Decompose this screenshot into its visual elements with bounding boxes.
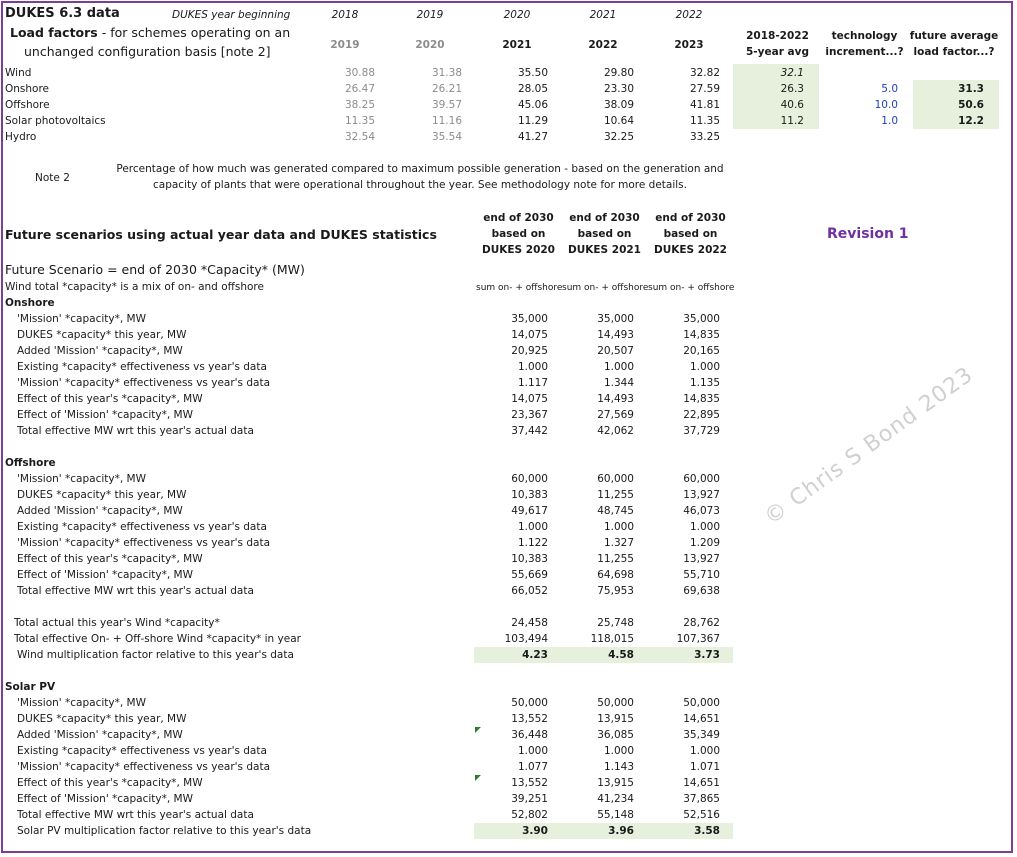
solar-value-cell: 52,516: [683, 809, 720, 821]
future-header-line2: load factor...?: [913, 46, 995, 58]
offshore-row-label: 'Mission' *capacity* effectiveness vs year's data: [17, 537, 271, 549]
onshore-value-cell: 37,442: [511, 425, 548, 437]
offshore-value-cell: 49,617: [511, 505, 548, 517]
solar-row-label: Effect of this year's *capacity*, MW: [17, 777, 203, 789]
solar-value-cell: 36,085: [597, 729, 634, 741]
load-factor-cell: 27.59: [689, 83, 720, 95]
load-factor-row-label: Wind: [5, 67, 32, 79]
year-top-2022: 2022: [675, 9, 703, 21]
solar-value-cell: 3.90: [522, 825, 548, 837]
onshore-value-cell: 27,569: [597, 409, 634, 421]
solar-value-cell: 1.000: [517, 745, 548, 757]
onshore-value-cell: 35,000: [597, 313, 634, 325]
scenario-line: Future Scenario = end of 2030 *Capacity* (MW): [5, 262, 305, 277]
offshore-value-cell: 55,669: [511, 569, 548, 581]
year-bottom-2022: 2022: [588, 39, 618, 51]
solar-value-cell: 39,251: [511, 793, 548, 805]
load-factor-cell: 32.54: [344, 131, 375, 143]
avg-cell: 26.3: [780, 83, 804, 95]
onshore-row-label: 'Mission' *capacity*, MW: [17, 313, 146, 325]
load-factor-cell: 38.25: [344, 99, 375, 111]
wind-total-value-cell: 103,494: [504, 633, 548, 645]
load-factor-cell: 26.47: [344, 83, 375, 95]
wind-total-value-cell: 107,367: [676, 633, 720, 645]
note2-text-line1: Percentage of how much was generated compared to maximum possible generation - based on the generation and: [116, 163, 724, 175]
avg-cell: 11.2: [780, 115, 804, 127]
increment-cell: 10.0: [874, 99, 898, 111]
load-factor-cell: 41.27: [517, 131, 548, 143]
offshore-row-label: Existing *capacity* effectiveness vs year's data: [17, 521, 267, 533]
year-bottom-2019: 2019: [330, 39, 360, 51]
onshore-row-label: Effect of this year's *capacity*, MW: [17, 393, 203, 405]
onshore-value-cell: 14,493: [597, 393, 634, 405]
solar-value-cell: 14,651: [683, 713, 720, 725]
year-top-2019: 2019: [416, 9, 444, 21]
solar-value-cell: 55,148: [597, 809, 634, 821]
solar-value-cell: 1.000: [689, 745, 720, 757]
solar-value-cell: 3.58: [694, 825, 720, 837]
load-factor-cell: 26.21: [431, 83, 462, 95]
load-factor-cell: 23.30: [603, 83, 634, 95]
onshore-value-cell: 20,507: [597, 345, 634, 357]
onshore-value-cell: 14,075: [511, 393, 548, 405]
onshore-value-cell: 35,000: [511, 313, 548, 325]
tech-header-line1: technology: [831, 30, 898, 42]
solar-row-label: Effect of 'Mission' *capacity*, MW: [17, 793, 193, 805]
avg-cell: 40.6: [780, 99, 804, 111]
onshore-row-label: DUKES *capacity* this year, MW: [17, 329, 187, 341]
year-top-2018: 2018: [331, 9, 359, 21]
solar-row-label: Existing *capacity* effectiveness vs year's data: [17, 745, 267, 757]
solar-value-cell: 35,349: [683, 729, 720, 741]
onshore-value-cell: 1.344: [603, 377, 634, 389]
col2-header-line3: DUKES 2021: [568, 244, 641, 256]
wind-total-row-label: Total effective On- + Off-shore Wind *capacity* in year: [14, 633, 301, 645]
offshore-value-cell: 1.122: [517, 537, 548, 549]
solar-value-cell: 50,000: [597, 697, 634, 709]
load-factor-cell: 30.88: [344, 67, 375, 79]
revision-label: Revision 1: [827, 226, 909, 242]
year-top-2020: 2020: [503, 9, 531, 21]
note2-text-line2: capacity of plants that were operational throughout the year. See methodology note for more details.: [153, 179, 687, 191]
offshore-value-cell: 60,000: [511, 473, 548, 485]
offshore-value-cell: 64,698: [597, 569, 634, 581]
offshore-value-cell: 1.327: [603, 537, 634, 549]
load-factor-cell: 35.50: [517, 67, 548, 79]
avg-header-line1: 2018-2022: [746, 30, 809, 42]
future-cell: [924, 129, 984, 145]
load-factor-row-label: Hydro: [5, 131, 37, 143]
solar-row-label: DUKES *capacity* this year, MW: [17, 713, 187, 725]
wind-total-line: Wind total *capacity* is a mix of on- and offshore: [5, 281, 264, 293]
solar-value-cell: 1.143: [603, 761, 634, 773]
copyright-watermark: © Chris S Bond 2023: [760, 362, 979, 531]
load-factor-cell: 33.25: [689, 131, 720, 143]
offshore-value-cell: 69,638: [683, 585, 720, 597]
onshore-value-cell: 23,367: [511, 409, 548, 421]
avg-cell: 32.1: [780, 67, 804, 79]
wind-total-row-label: Total actual this year's Wind *capacity*: [14, 617, 220, 629]
solar-value-cell: 1.071: [689, 761, 720, 773]
load-factor-cell: 32.82: [689, 67, 720, 79]
future-cell: 50.6: [958, 99, 984, 111]
wind-total-row-label: Wind multiplication factor relative to this year's data: [17, 649, 294, 661]
comment-marker: [475, 727, 481, 733]
load-factor-row-label: Onshore: [5, 83, 50, 95]
scenarios-title: Future scenarios using actual year data and DUKES statistics: [5, 227, 437, 242]
onshore-value-cell: 20,165: [683, 345, 720, 357]
offshore-heading: Offshore: [5, 457, 56, 469]
solar-value-cell: 13,552: [511, 777, 548, 789]
load-factor-row-label: Offshore: [5, 99, 50, 111]
wind-total-value-cell: 118,015: [590, 633, 634, 645]
offshore-value-cell: 66,052: [511, 585, 548, 597]
wind-total-value-cell: 28,762: [683, 617, 720, 629]
year-label: DUKES year beginning: [172, 9, 291, 21]
offshore-value-cell: 60,000: [597, 473, 634, 485]
sum-label-1: sum on- + offshore: [476, 283, 563, 293]
increment-cell: [838, 129, 898, 145]
avg-header-line2: 5-year avg: [746, 46, 809, 58]
load-factors-heading: Load factors - for schemes operating on an: [10, 25, 291, 40]
sum-label-2: sum on- + offshore: [562, 283, 649, 293]
increment-cell: 5.0: [881, 83, 898, 95]
onshore-row-label: 'Mission' *capacity* effectiveness vs year's data: [17, 377, 271, 389]
offshore-row-label: Added 'Mission' *capacity*, MW: [17, 505, 183, 517]
load-factor-cell: 29.80: [603, 67, 634, 79]
future-cell: [924, 65, 984, 81]
tech-header-line2: increment...?: [825, 46, 904, 58]
onshore-value-cell: 1.000: [517, 361, 548, 373]
col1-header-line1: end of 2030: [483, 212, 554, 224]
solar-value-cell: 50,000: [683, 697, 720, 709]
solar-value-cell: 3.96: [608, 825, 634, 837]
increment-cell: [838, 65, 898, 81]
solar-value-cell: 37,865: [683, 793, 720, 805]
offshore-value-cell: 10,383: [511, 489, 548, 501]
solar-row-label: Solar PV multiplication factor relative to this year's data: [17, 825, 312, 837]
onshore-value-cell: 14,835: [683, 393, 720, 405]
solar-value-cell: 52,802: [511, 809, 548, 821]
solar-value-cell: 41,234: [597, 793, 634, 805]
increment-cell: 1.0: [881, 115, 898, 127]
col2-header-line2: based on: [577, 228, 632, 240]
load-factor-cell: 10.64: [603, 115, 634, 127]
offshore-value-cell: 1.000: [517, 521, 548, 533]
offshore-value-cell: 75,953: [597, 585, 634, 597]
year-bottom-2023: 2023: [674, 39, 704, 51]
solar-row-label: 'Mission' *capacity*, MW: [17, 697, 146, 709]
onshore-value-cell: 1.135: [689, 377, 720, 389]
load-factor-cell: 28.05: [517, 83, 548, 95]
onshore-row-label: Existing *capacity* effectiveness vs year's data: [17, 361, 267, 373]
sheet-title: DUKES 6.3 data: [5, 6, 120, 21]
col3-header-line2: based on: [663, 228, 718, 240]
offshore-value-cell: 13,927: [683, 489, 720, 501]
col3-header-line1: end of 2030: [655, 212, 726, 224]
col3-header-line3: DUKES 2022: [654, 244, 727, 256]
solar-value-cell: 36,448: [511, 729, 548, 741]
onshore-row-label: Added 'Mission' *capacity*, MW: [17, 345, 183, 357]
year-bottom-2021: 2021: [502, 39, 532, 51]
load-factor-cell: 45.06: [517, 99, 548, 111]
col1-header-line3: DUKES 2020: [482, 244, 555, 256]
load-factor-row-label: Solar photovoltaics: [5, 115, 106, 127]
load-factor-cell: 11.29: [517, 115, 548, 127]
solar-value-cell: 1.000: [603, 745, 634, 757]
future-header-line1: future average: [909, 30, 999, 42]
onshore-row-label: Effect of 'Mission' *capacity*, MW: [17, 409, 193, 421]
onshore-value-cell: 14,835: [683, 329, 720, 341]
note2-label: Note 2: [35, 172, 70, 184]
offshore-row-label: Effect of this year's *capacity*, MW: [17, 553, 203, 565]
offshore-value-cell: 1.209: [689, 537, 720, 549]
load-factor-cell: 38.09: [603, 99, 634, 111]
offshore-value-cell: 60,000: [683, 473, 720, 485]
solar-value-cell: 14,651: [683, 777, 720, 789]
solar-value-cell: 13,552: [511, 713, 548, 725]
offshore-value-cell: 46,073: [683, 505, 720, 517]
load-factor-cell: 32.25: [603, 131, 634, 143]
onshore-value-cell: 37,729: [683, 425, 720, 437]
offshore-value-cell: 11,255: [597, 489, 634, 501]
load-factor-cell: 39.57: [431, 99, 462, 111]
solar-heading: Solar PV: [5, 681, 56, 693]
col2-header-line1: end of 2030: [569, 212, 640, 224]
wind-total-value-cell: 25,748: [597, 617, 634, 629]
onshore-value-cell: 1.117: [517, 377, 548, 389]
offshore-value-cell: 13,927: [683, 553, 720, 565]
solar-value-cell: 50,000: [511, 697, 548, 709]
wind-total-value-cell: 24,458: [511, 617, 548, 629]
onshore-value-cell: 35,000: [683, 313, 720, 325]
onshore-value-cell: 14,075: [511, 329, 548, 341]
onshore-value-cell: 42,062: [597, 425, 634, 437]
onshore-value-cell: 20,925: [511, 345, 548, 357]
sum-label-3: sum on- + offshore: [648, 283, 735, 293]
onshore-row-label: Total effective MW wrt this year's actual data: [17, 425, 254, 437]
offshore-row-label: DUKES *capacity* this year, MW: [17, 489, 187, 501]
offshore-value-cell: 55,710: [683, 569, 720, 581]
offshore-value-cell: 48,745: [597, 505, 634, 517]
comment-marker: [475, 775, 481, 781]
load-factor-cell: 11.35: [344, 115, 375, 127]
load-factor-cell: 31.38: [431, 67, 462, 79]
offshore-value-cell: 1.000: [603, 521, 634, 533]
offshore-row-label: Effect of 'Mission' *capacity*, MW: [17, 569, 193, 581]
load-factor-cell: 11.16: [431, 115, 462, 127]
load-factor-cell: 41.81: [689, 99, 720, 111]
onshore-value-cell: 22,895: [683, 409, 720, 421]
future-cell: 31.3: [958, 83, 984, 95]
offshore-value-cell: 10,383: [511, 553, 548, 565]
year-bottom-2020: 2020: [415, 39, 445, 51]
onshore-value-cell: 14,493: [597, 329, 634, 341]
offshore-value-cell: 1.000: [689, 521, 720, 533]
onshore-heading: Onshore: [5, 297, 55, 309]
onshore-value-cell: 1.000: [603, 361, 634, 373]
offshore-row-label: 'Mission' *capacity*, MW: [17, 473, 146, 485]
year-top-2021: 2021: [589, 9, 617, 21]
solar-row-label: Total effective MW wrt this year's actual data: [17, 809, 254, 821]
wind-total-value-cell: 3.73: [694, 649, 720, 661]
solar-row-label: 'Mission' *capacity* effectiveness vs year's data: [17, 761, 271, 773]
future-cell: 12.2: [958, 115, 984, 127]
onshore-value-cell: 1.000: [689, 361, 720, 373]
col1-header-line2: based on: [491, 228, 546, 240]
wind-total-value-cell: 4.23: [522, 649, 548, 661]
load-factor-cell: 35.54: [431, 131, 462, 143]
avg-cell: [744, 129, 804, 145]
solar-value-cell: 13,915: [597, 777, 634, 789]
load-factors-subheading: unchanged configuration basis [note 2]: [24, 44, 271, 59]
load-factor-cell: 11.35: [689, 115, 720, 127]
solar-value-cell: 1.077: [517, 761, 548, 773]
solar-value-cell: 13,915: [597, 713, 634, 725]
offshore-row-label: Total effective MW wrt this year's actual data: [17, 585, 254, 597]
offshore-value-cell: 11,255: [597, 553, 634, 565]
wind-total-value-cell: 4.58: [608, 649, 634, 661]
solar-row-label: Added 'Mission' *capacity*, MW: [17, 729, 183, 741]
